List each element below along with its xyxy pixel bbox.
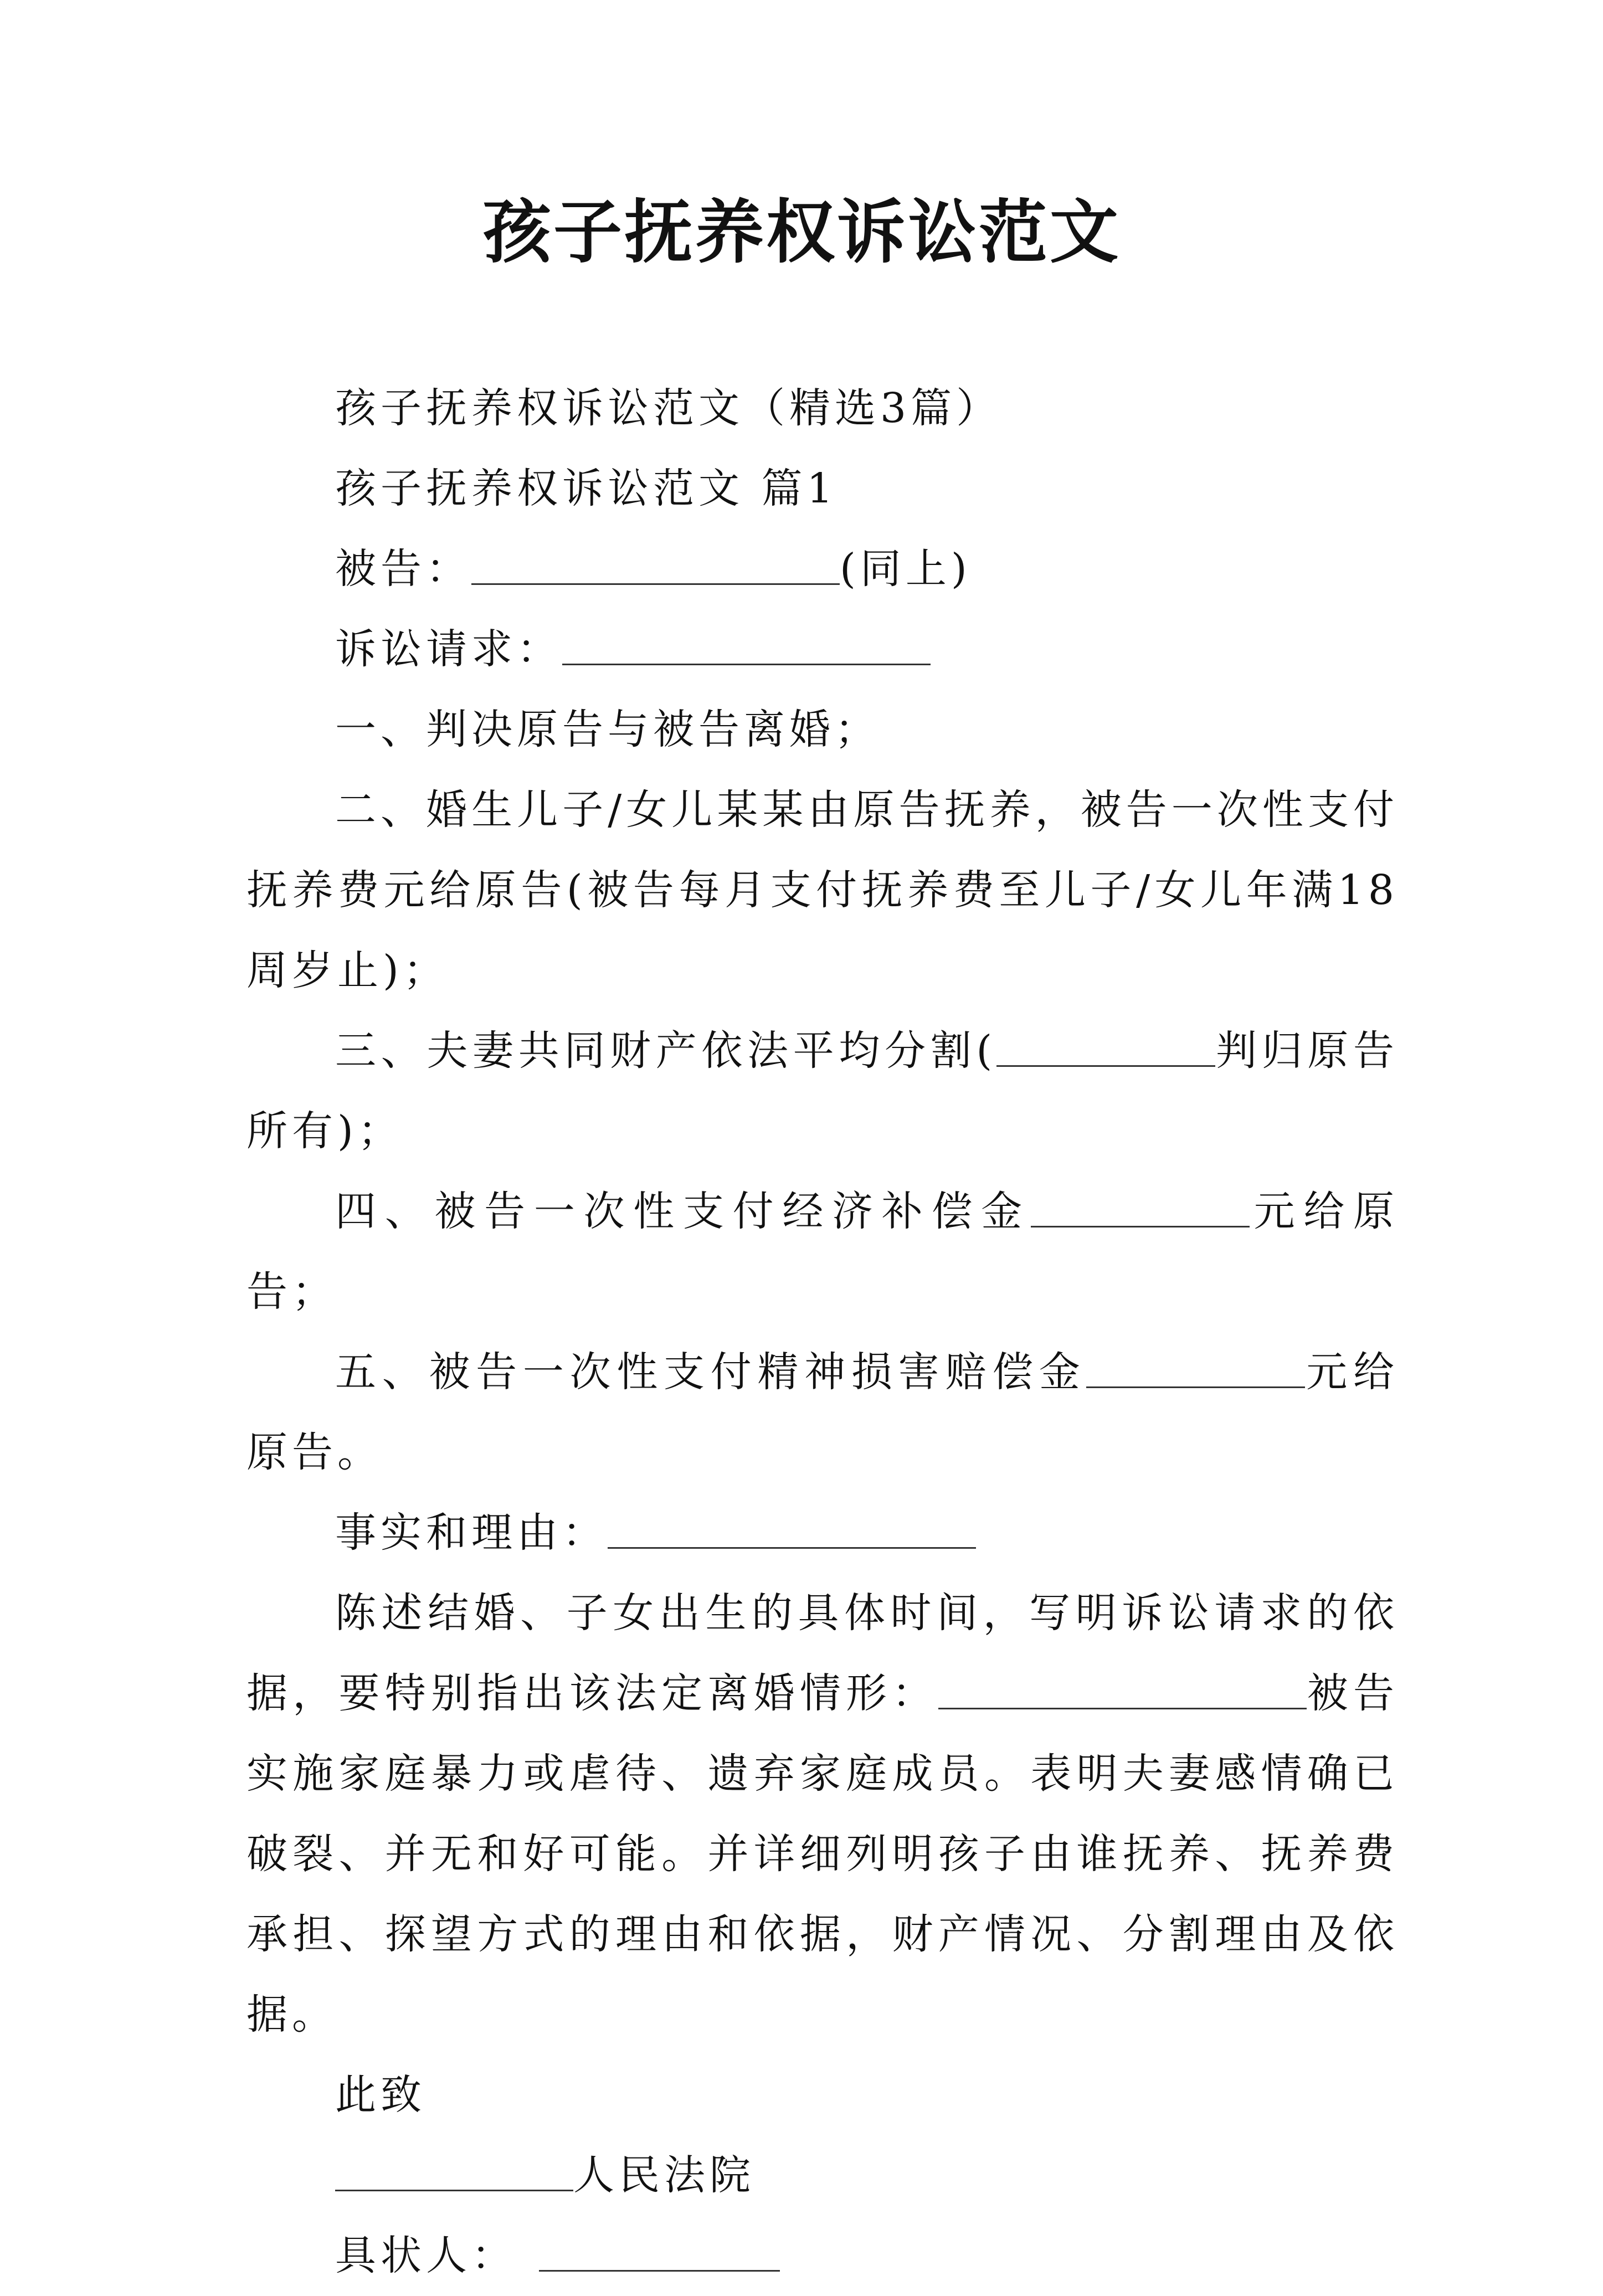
court-label: 人民法院 <box>573 2151 755 2199</box>
document-title: 孩子抚养权诉讼范文 <box>482 192 1121 273</box>
paragraph-claims <box>246 609 1399 690</box>
claim-3-text-start: 三、夫妻共同财产依法平均分割( <box>335 1027 997 1075</box>
court-blank <box>335 2156 573 2191</box>
signatory-blank <box>539 2237 780 2272</box>
paragraph-defendant <box>246 529 1399 609</box>
defendant-note: (同上) <box>840 545 972 593</box>
paragraph-claim-1: 一、判决原告与被告离婚； <box>335 706 880 753</box>
claim-3-blank <box>996 1032 1215 1067</box>
claims-blank <box>562 630 931 665</box>
claim-5-text-start: 五、被告一次性支付精神损害赔偿金 <box>335 1348 1086 1396</box>
facts-detail-start: 陈述结婚、子女出生的具体时间，写明诉讼请求的依据，要特别指出该法定离婚情形： <box>246 1589 1399 1717</box>
paragraph-section-heading: 孩子抚养权诉讼范文 篇1 <box>335 465 838 512</box>
paragraph-signatory <box>246 2216 1399 2296</box>
facts-blank <box>608 1514 976 1549</box>
claim-4-blank <box>1031 1193 1250 1227</box>
facts-label: 事实和理由： <box>335 1509 608 1557</box>
paragraph-facts-detail <box>246 1573 1399 2055</box>
claim-3-text-end: 判归原告所有)； <box>246 1027 1399 1155</box>
paragraph-claim-2: 二、婚生儿子/女儿某某由原告抚养，被告一次性支付抚养费元给原告(被告每月支付抚养费至儿子/女儿年满18周岁止)； <box>246 786 1399 994</box>
claim-4-text-end: 元给原告； <box>246 1188 1399 1316</box>
facts-detail-end: 被告实施家庭暴力或虐待、遗弃家庭成员。表明夫妻感情确已破裂、并无和好可能。并详细列明孩子由谁抚养、抚养费承担、探望方式的理由和依据，财产情况、分割理由及依据。 <box>246 1670 1399 2038</box>
defendant-label: 被告： <box>335 545 471 593</box>
facts-detail-blank <box>938 1675 1307 1709</box>
paragraph-facts <box>246 1493 1399 1573</box>
paragraph-claim-5 <box>246 1332 1399 1493</box>
defendant-blank <box>471 550 840 585</box>
document-body <box>246 368 1399 2296</box>
claim-5-blank <box>1086 1353 1305 1388</box>
claims-label: 诉讼请求： <box>335 625 562 673</box>
paragraph-salutation: 此致 <box>335 2071 426 2119</box>
signatory-label: 具状人： <box>335 2232 517 2279</box>
paragraph-collection-title: 孩子抚养权诉讼范文（精选3篇） <box>335 384 1002 432</box>
claim-5-text-end: 元给原告。 <box>246 1348 1399 1476</box>
paragraph-claim-3 <box>246 1011 1399 1172</box>
claim-4-text-start: 四、被告一次性支付经济补偿金 <box>335 1188 1031 1235</box>
paragraph-claim-4 <box>246 1172 1399 1332</box>
paragraph-court <box>246 2135 1399 2216</box>
